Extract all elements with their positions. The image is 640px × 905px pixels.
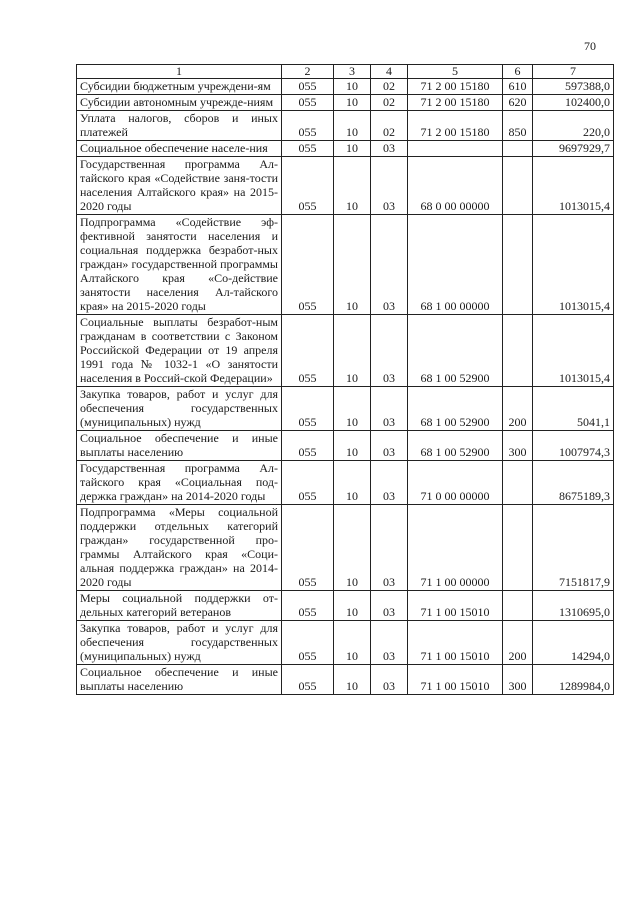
header-col-6: 6 (503, 65, 533, 79)
table-row (77, 461, 614, 505)
row-target-item-cell: 71 2 00 15180 (408, 79, 503, 95)
row-name-cell: Закупка товаров, работ и услуг для обеспечения государственных (муниципальных) нужд (77, 387, 282, 431)
header-col-3: 3 (334, 65, 371, 79)
row-section-cell: 10 (334, 591, 371, 621)
row-subsection-cell: 03 (371, 621, 408, 665)
row-target-item-cell: 71 2 00 15180 (408, 95, 503, 111)
row-admin-code-cell: 055 (282, 215, 334, 315)
row-name-cell: Социальное обеспечение и иные выплаты населению (77, 665, 282, 695)
row-expense-type-cell: 300 (503, 665, 533, 695)
row-section-cell: 10 (334, 665, 371, 695)
row-expense-type-cell (503, 215, 533, 315)
row-target-item-cell (408, 141, 503, 157)
row-target-item-cell: 71 0 00 00000 (408, 461, 503, 505)
row-target-item-cell: 71 1 00 15010 (408, 621, 503, 665)
row-amount-cell: 14294,0 (533, 621, 614, 665)
row-admin-code-cell: 055 (282, 591, 334, 621)
table-row (77, 141, 614, 157)
row-section-cell: 10 (334, 215, 371, 315)
row-expense-type-cell (503, 315, 533, 387)
page-number: 70 (584, 39, 596, 53)
header-col-1: 1 (77, 65, 282, 79)
row-amount-cell: 102400,0 (533, 95, 614, 111)
budget-table-body (77, 65, 614, 695)
header-col-5: 5 (408, 65, 503, 79)
row-admin-code-cell: 055 (282, 387, 334, 431)
row-name-cell: Подпрограмма «Меры социальной поддержки отдельных категорий граждан» государственной про-граммы Алтайского края «Соци-альная поддержка граждан» на 2014-2020 годы (77, 505, 282, 591)
row-amount-cell: 1007974,3 (533, 431, 614, 461)
row-amount-cell: 1013015,4 (533, 157, 614, 215)
row-section-cell: 10 (334, 95, 371, 111)
row-expense-type-cell: 610 (503, 79, 533, 95)
row-section-cell: 10 (334, 387, 371, 431)
row-section-cell: 10 (334, 621, 371, 665)
header-col-4: 4 (371, 65, 408, 79)
row-name-cell: Субсидии бюджетным учреждени-ям (77, 79, 282, 95)
row-name-cell: Субсидии автономным учрежде-ниям (77, 95, 282, 111)
row-name-cell: Закупка товаров, работ и услуг для обеспечения государственных (муниципальных) нужд (77, 621, 282, 665)
row-expense-type-cell (503, 461, 533, 505)
row-section-cell: 10 (334, 141, 371, 157)
row-amount-cell: 5041,1 (533, 387, 614, 431)
row-subsection-cell: 03 (371, 157, 408, 215)
row-amount-cell: 8675189,3 (533, 461, 614, 505)
row-target-item-cell: 71 1 00 00000 (408, 505, 503, 591)
row-section-cell: 10 (334, 315, 371, 387)
row-admin-code-cell: 055 (282, 95, 334, 111)
row-name-cell: Уплата налогов, сборов и иных платежей (77, 111, 282, 141)
table-row (77, 315, 614, 387)
row-expense-type-cell: 850 (503, 111, 533, 141)
row-subsection-cell: 03 (371, 665, 408, 695)
row-subsection-cell: 03 (371, 141, 408, 157)
row-target-item-cell: 71 2 00 15180 (408, 111, 503, 141)
row-admin-code-cell: 055 (282, 621, 334, 665)
table-row (77, 95, 614, 111)
row-target-item-cell: 71 1 00 15010 (408, 665, 503, 695)
table-row (77, 387, 614, 431)
row-amount-cell: 7151817,9 (533, 505, 614, 591)
row-expense-type-cell (503, 505, 533, 591)
row-name-cell: Подпрограмма «Содействие эф-фективной занятости населения и социальная поддержка безработ-ных граждан» государственной программы Алтайского края «Со-действие занятости населения Ал-тайского края» на 2015-2020 годы (77, 215, 282, 315)
row-subsection-cell: 03 (371, 431, 408, 461)
row-admin-code-cell: 055 (282, 157, 334, 215)
row-expense-type-cell (503, 141, 533, 157)
row-admin-code-cell: 055 (282, 461, 334, 505)
table-row (77, 215, 614, 315)
table-row (77, 79, 614, 95)
row-subsection-cell: 02 (371, 111, 408, 141)
budget-table (76, 64, 614, 695)
row-amount-cell: 1289984,0 (533, 665, 614, 695)
row-section-cell: 10 (334, 505, 371, 591)
row-target-item-cell: 68 1 00 52900 (408, 431, 503, 461)
row-name-cell: Меры социальной поддержки от-дельных категорий ветеранов (77, 591, 282, 621)
row-admin-code-cell: 055 (282, 141, 334, 157)
row-admin-code-cell: 055 (282, 111, 334, 141)
row-section-cell: 10 (334, 79, 371, 95)
row-subsection-cell: 03 (371, 315, 408, 387)
row-subsection-cell: 02 (371, 79, 408, 95)
row-name-cell: Социальное обеспечение населе-ния (77, 141, 282, 157)
row-name-cell: Государственная программа Ал-тайского края «Социальная под-держка граждан» на 2014-2020 годы (77, 461, 282, 505)
row-amount-cell: 1013015,4 (533, 315, 614, 387)
row-subsection-cell: 03 (371, 461, 408, 505)
row-expense-type-cell: 200 (503, 387, 533, 431)
row-subsection-cell: 03 (371, 505, 408, 591)
row-expense-type-cell (503, 157, 533, 215)
row-expense-type-cell: 620 (503, 95, 533, 111)
row-section-cell: 10 (334, 111, 371, 141)
row-amount-cell: 1310695,0 (533, 591, 614, 621)
row-target-item-cell: 71 1 00 15010 (408, 591, 503, 621)
row-name-cell: Государственная программа Ал-тайского края «Содействие заня-тости населения Алтайского края» на 2015-2020 годы (77, 157, 282, 215)
row-amount-cell: 220,0 (533, 111, 614, 141)
row-admin-code-cell: 055 (282, 79, 334, 95)
row-section-cell: 10 (334, 431, 371, 461)
table-row (77, 665, 614, 695)
table-row (77, 621, 614, 665)
table-row (77, 431, 614, 461)
table-row (77, 591, 614, 621)
row-subsection-cell: 03 (371, 215, 408, 315)
row-admin-code-cell: 055 (282, 665, 334, 695)
row-section-cell: 10 (334, 461, 371, 505)
table-header-row (77, 65, 614, 79)
row-target-item-cell: 68 1 00 00000 (408, 215, 503, 315)
header-col-7: 7 (533, 65, 614, 79)
row-section-cell: 10 (334, 157, 371, 215)
row-target-item-cell: 68 0 00 00000 (408, 157, 503, 215)
row-subsection-cell: 03 (371, 387, 408, 431)
row-amount-cell: 1013015,4 (533, 215, 614, 315)
row-admin-code-cell: 055 (282, 505, 334, 591)
row-target-item-cell: 68 1 00 52900 (408, 315, 503, 387)
row-expense-type-cell: 300 (503, 431, 533, 461)
row-expense-type-cell: 200 (503, 621, 533, 665)
row-admin-code-cell: 055 (282, 315, 334, 387)
row-admin-code-cell: 055 (282, 431, 334, 461)
table-row (77, 111, 614, 141)
row-name-cell: Социальные выплаты безработ-ным гражданам в соответствии с Законом Российской Федерации от 19 апреля 1991 года № 1032-1 «О занятости населения в Россий-ской Федерации» (77, 315, 282, 387)
header-col-2: 2 (282, 65, 334, 79)
row-amount-cell: 9697929,7 (533, 141, 614, 157)
row-target-item-cell: 68 1 00 52900 (408, 387, 503, 431)
row-subsection-cell: 02 (371, 95, 408, 111)
table-row (77, 505, 614, 591)
row-name-cell: Социальное обеспечение и иные выплаты населению (77, 431, 282, 461)
row-expense-type-cell (503, 591, 533, 621)
table-row (77, 157, 614, 215)
row-subsection-cell: 03 (371, 591, 408, 621)
row-amount-cell: 597388,0 (533, 79, 614, 95)
